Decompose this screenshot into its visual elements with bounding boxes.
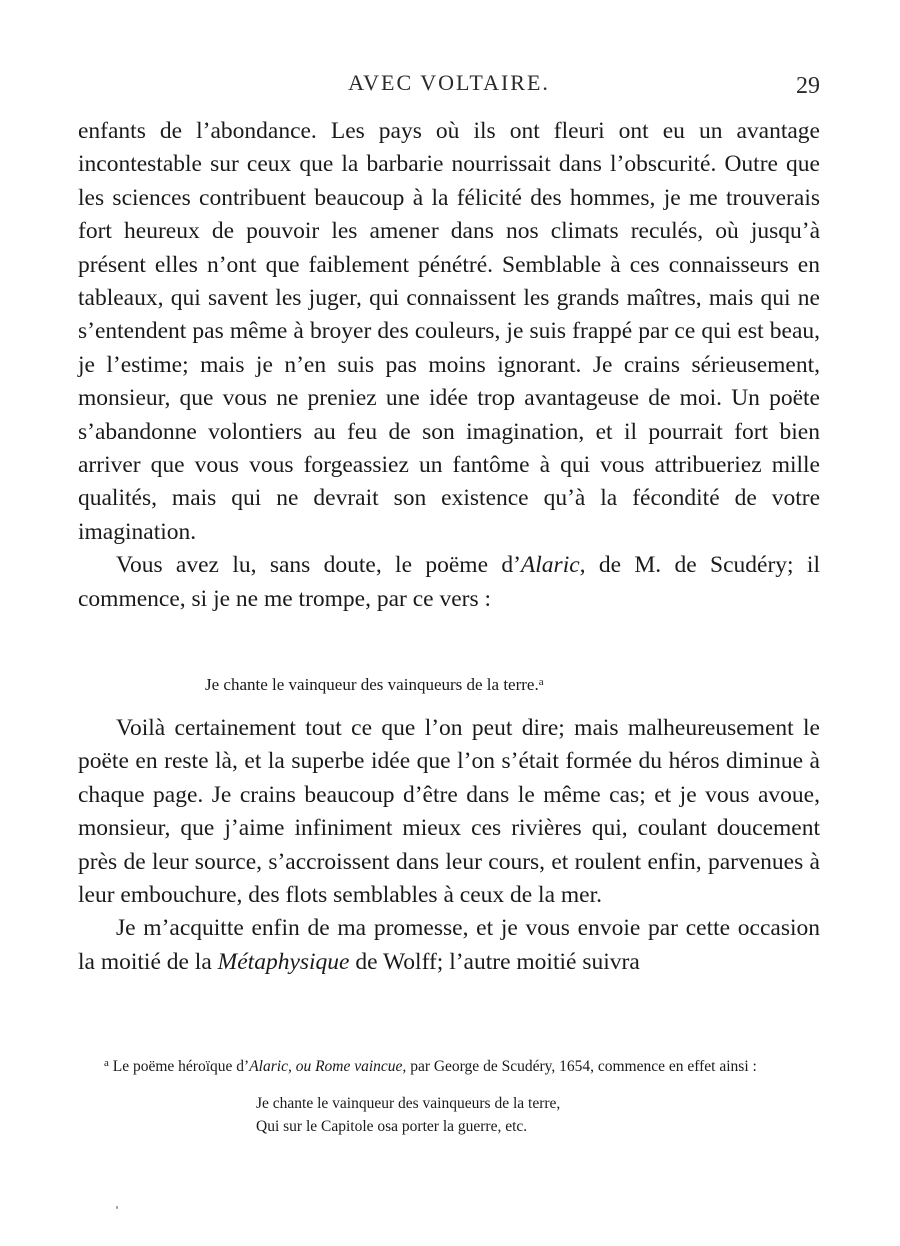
page-header: [78, 70, 820, 110]
verse-text: Je chante le vainqueur des vainqueurs de la terre.: [205, 675, 539, 694]
paragraph-2-italic-title: Alaric,: [520, 552, 586, 579]
footnote-text-after: par George de Scudéry, 1654, commence en effet ainsi :: [406, 1058, 757, 1075]
footnote-text: [78, 1052, 820, 1078]
main-text-top: [78, 115, 820, 616]
footnote-text-before: Le poëme héroïque d’: [108, 1058, 250, 1075]
quoted-verse: [205, 670, 544, 697]
paragraph-4-italic-title: Métaphysique: [217, 948, 350, 975]
footnote-reference: a: [538, 676, 544, 688]
paragraph-1: enfants de l’abondance. Les pays où ils ont fleuri ont eu un avantage incontestable sur ceux que la barbarie nourrissait dans l’obscurité. Outre que les sciences contribuent beaucoup à la félicité des hommes, je me trouverais fort heureux de pouvoir les amener dans nos climats reculés, où jusqu’à présent elles n’ont que faiblement pénétré. Semblable à ces connaisseurs en tableaux, qui savent les juger, qui connaissent les grands maîtres, mais qui ne s’entendent pas même à broyer des couleurs, je suis frappé par ce qui est beau, je l’estime; mais je n’en suis pas moins ignorant. Je crains sérieusement, monsieur, que vous ne preniez une idée trop avantageuse de moi. Un poëte s’abandonne volontiers au feu de son imagination, et il pourrait fort bien arriver que vous vous forgeassiez un fantôme à qui vous attribueriez mille qualités, mais qui ne devrait son existence qu’à la fécondité de votre imagination.: [78, 118, 820, 545]
footnote-verse-line-1: Je chante le vainqueur des vainqueurs de la terre,: [256, 1095, 561, 1112]
paragraph-4-text-before: Je m’acquitte enfin de ma promesse, et je vous envoie par cette occasion la moitié de la: [78, 915, 820, 975]
running-head: AVEC VOLTAIRE.: [348, 70, 550, 95]
page-number: 29: [796, 73, 820, 99]
paragraph-4-text-after: de Wolff; l’autre moitié suivra: [349, 948, 640, 975]
main-text-bottom: [78, 712, 820, 979]
paragraph-3: Voilà certainement tout ce que l’on peut dire; mais malheureusement le poëte en reste là, et la superbe idée que l’on s’était formée du héros diminue à chaque page. Je crains beaucoup d’être dans le même cas; et je vous avoue, monsieur, que j’aime infiniment mieux ces rivières qui, coulant doucement près de leur source, s’accroissent dans leur cours, et roulent enfin, parvenues à leur embouchure, des flots semblables à ceux de la mer.: [78, 715, 820, 909]
footnote-italic-title: Alaric, ou Rome vaincue,: [249, 1058, 407, 1075]
footnote-mark: a: [104, 1057, 109, 1069]
paragraph-4: [78, 912, 820, 979]
paper-speck: [116, 1206, 118, 1209]
paragraph-2-text-after: de M. de Scudéry; il commence, si je ne me trompe, par ce vers :: [78, 552, 820, 612]
footnote: [78, 1052, 820, 1138]
footnote-verses: [256, 1092, 820, 1138]
paragraph-2: [78, 549, 820, 616]
footnote-verse-line-2: Qui sur le Capitole osa porter la guerre, etc.: [256, 1118, 528, 1135]
paragraph-2-text-before: Vous avez lu, sans doute, le poëme d’: [116, 552, 521, 579]
